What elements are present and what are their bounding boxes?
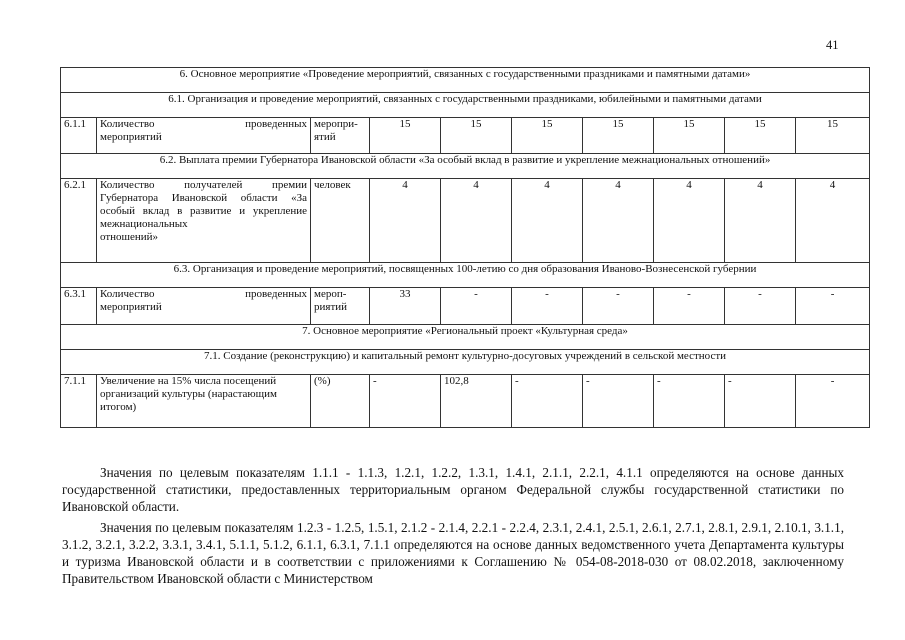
unit-cell: меропри- ятий — [311, 118, 370, 154]
row-number: 7.1.1 — [61, 375, 97, 428]
indicators-table — [60, 67, 870, 428]
value-cell: 15 — [583, 118, 654, 154]
value-cell: - — [796, 375, 870, 428]
value-cell: 15 — [370, 118, 441, 154]
section-row — [61, 263, 870, 288]
section-row — [61, 325, 870, 350]
value-cell: - — [796, 288, 870, 325]
section-row — [61, 68, 870, 93]
value-cell: 4 — [512, 179, 583, 263]
unit-cell: человек — [311, 179, 370, 263]
table-row — [61, 288, 870, 325]
section-row — [61, 93, 870, 118]
value-cell: 4 — [583, 179, 654, 263]
value-cell: - — [654, 375, 725, 428]
row-number: 6.3.1 — [61, 288, 97, 325]
row-number: 6.1.1 — [61, 118, 97, 154]
section-row — [61, 154, 870, 179]
table-row — [61, 118, 870, 154]
value-cell: - — [725, 375, 796, 428]
section-row — [61, 350, 870, 375]
value-cell: - — [512, 375, 583, 428]
section-title: 6.1. Организация и проведение мероприятий, связанных с государственными праздниками, юбилейными и памятными датами — [61, 93, 870, 118]
value-cell: 102,8 — [441, 375, 512, 428]
table-row — [61, 179, 870, 263]
value-cell: - — [583, 375, 654, 428]
value-cell: 33 — [370, 288, 441, 325]
section-title: 7. Основное мероприятие «Региональный проект «Культурная среда» — [61, 325, 870, 350]
value-cell: - — [725, 288, 796, 325]
page-number: 41 — [826, 38, 839, 52]
indicator-name: Количество проведенных мероприятий — [97, 288, 311, 325]
section-title: 6. Основное мероприятие «Проведение мероприятий, связанных с государственными праздниками и памятными датами» — [61, 68, 870, 93]
value-cell: 15 — [654, 118, 725, 154]
paragraph: Значения по целевым показателям 1.2.3 - 1.2.5, 1.5.1, 2.1.2 - 2.1.4, 2.2.1 - 2.2.4, 2.3.1, 2.4.1, 2.5.1, 2.6.1, 2.7.1, 2.8.1, 2.9.1, 2.10.1, 3.1.1, 3.1.2, 3.2.1, 3.2.2, 3.3.1, 3.4.1, 5.1.1, 5.1.2, 6.1.1, 6.3.1, 7.1.1 определяются на основе данных ведомственного учета Департамента культуры и туризма Ивановской области и в соответствии с приложениями к Соглашению № 054-08-2018-030 от 08.02.2018, заключенному Правительством Ивановской области с Министерством — [62, 520, 844, 586]
paragraph: Значения по целевым показателям 1.1.1 - 1.1.3, 1.2.1, 1.2.2, 1.3.1, 1.4.1, 2.1.1, 2.2.1, 4.1.1 определяются на основе данных государственной статистики, предоставленных территориальным органом Федеральной службы государственной статистики по Ивановской области. — [62, 465, 844, 514]
value-cell: 4 — [441, 179, 512, 263]
value-cell: 4 — [796, 179, 870, 263]
value-cell: 15 — [441, 118, 512, 154]
value-cell: - — [370, 375, 441, 428]
section-title: 7.1. Создание (реконструкцию) и капитальный ремонт культурно-досуговых учреждений в сельской местности — [61, 350, 870, 375]
value-cell: 4 — [370, 179, 441, 263]
value-cell: 4 — [725, 179, 796, 263]
value-cell: 4 — [654, 179, 725, 263]
unit-cell: (%) — [311, 375, 370, 428]
unit-cell: мероп- риятий — [311, 288, 370, 325]
indicator-name: Количество получателей премии Губернатора Ивановской области «За особый вклад в развитие и укрепление межнациональных отношений» — [97, 179, 311, 263]
value-cell: 15 — [512, 118, 583, 154]
indicator-name: Количество проведенных мероприятий — [97, 118, 311, 154]
table-row — [61, 375, 870, 428]
section-title: 6.3. Организация и проведение мероприятий, посвященных 100-летию со дня образования Иваново-Вознесенской губернии — [61, 263, 870, 288]
indicator-name: Увеличение на 15% числа посещений организаций культуры (нарастающим итогом) — [97, 375, 311, 428]
value-cell: 15 — [796, 118, 870, 154]
section-title: 6.2. Выплата премии Губернатора Ивановской области «За особый вклад в развитие и укрепление межнациональных отношений» — [61, 154, 870, 179]
value-cell: - — [583, 288, 654, 325]
row-number: 6.2.1 — [61, 179, 97, 263]
value-cell: - — [654, 288, 725, 325]
value-cell: - — [441, 288, 512, 325]
value-cell: - — [512, 288, 583, 325]
value-cell: 15 — [725, 118, 796, 154]
